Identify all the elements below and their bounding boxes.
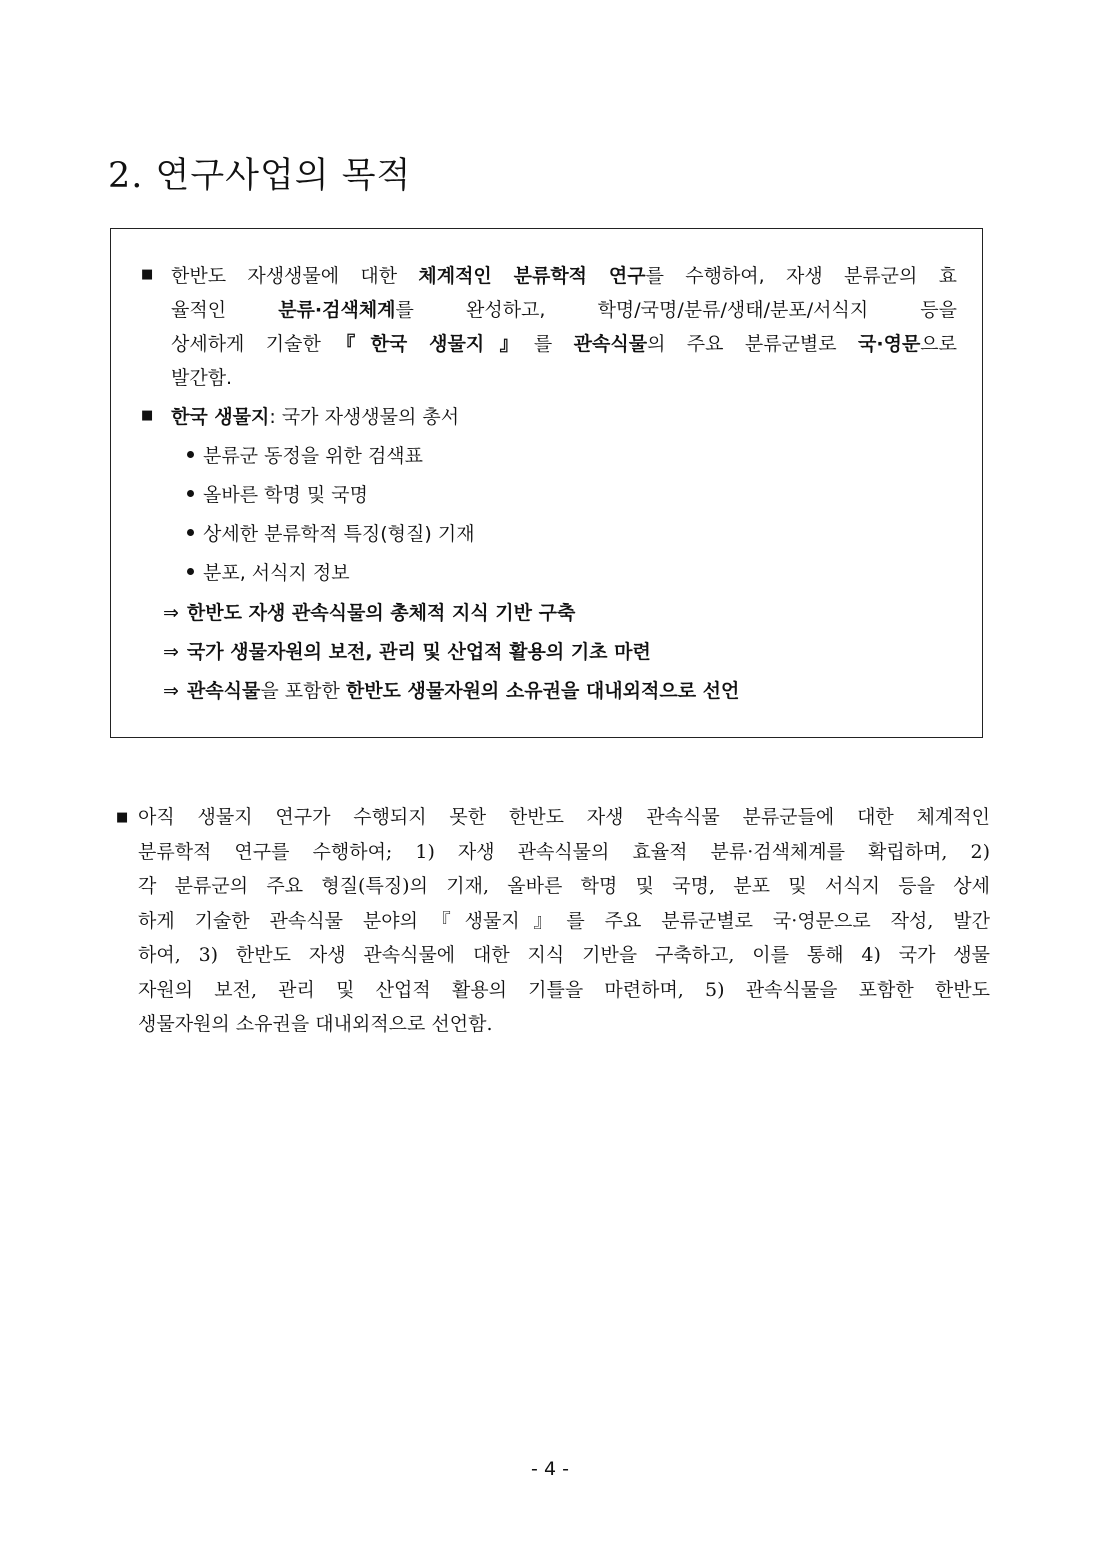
item1-line4: 발간함. — [171, 367, 233, 389]
sub-item: 분포, 서식지 정보 — [187, 556, 350, 590]
square-bullet-icon: ■ — [116, 810, 129, 825]
item2-line: 한국 생물지: 국가 자생생물의 총서 — [171, 406, 460, 428]
body-line: 생물자원의 소유권을 대내외적으로 선언함. — [138, 1013, 493, 1035]
square-bullet-icon: ■ — [141, 267, 154, 282]
right-arrow-icon: ⇒ — [163, 680, 179, 702]
objective-summary-box — [110, 228, 983, 738]
body-paragraph — [138, 800, 990, 1042]
item1-line3: 상세하게 기술한『한국 생물지』를 관속식물의 주요 분류군별로 국·영문으로 — [171, 333, 958, 355]
body-line: 분류학적 연구를 수행하여; 1) 자생 관속식물의 효율적 분류·검색체계를 확립하며, 2) — [138, 840, 990, 863]
sub-item: 올바른 학명 및 국명 — [187, 478, 368, 512]
bullet-dot-icon — [187, 568, 194, 575]
item1-line1: 한반도 자생생물에 대한 체계적인 분류학적 연구를 수행하여, 자생 분류군의 효 — [171, 265, 957, 287]
bullet-dot-icon — [187, 529, 194, 536]
body-line: 하여, 3) 한반도 자생 관속식물에 대한 지식 기반을 구축하고, 이를 통해 4) 국가 생물 — [138, 944, 990, 966]
square-bullet-icon: ■ — [141, 408, 154, 423]
right-arrow-icon: ⇒ — [163, 602, 179, 624]
sub-item: 분류군 동정을 위한 검색표 — [187, 439, 423, 473]
arrow-item-3: ⇒ 관속식물을 포함한 한반도 생물자원의 소유권을 대내외적으로 선언 — [163, 680, 740, 702]
body-line: 각 분류군의 주요 형질(특징)의 기재, 올바른 학명 및 국명, 분포 및 서식지 등을 상세 — [138, 875, 990, 897]
page-number: - 4 - — [531, 1458, 569, 1480]
bullet-dot-icon — [187, 490, 194, 497]
right-arrow-icon: ⇒ — [163, 641, 179, 663]
body-line: 하게 기술한 관속식물 분야의『생물지』를 주요 분류군별로 국·영문으로 작성, 발간 — [138, 909, 990, 932]
item1-line2: 율적인 분류·검색체계를 완성하고, 학명/국명/분류/생태/분포/서식지 등을 — [171, 299, 957, 321]
arrow-item-2: ⇒ 국가 생물자원의 보전, 관리 및 산업적 활용의 기초 마련 — [163, 641, 651, 663]
bullet-dot-icon — [187, 451, 194, 458]
body-line: 자원의 보전, 관리 및 산업적 활용의 기틀을 마련하며, 5) 관속식물을 포함한 한반도 — [138, 978, 990, 1001]
body-line: 아직 생물지 연구가 수행되지 못한 한반도 자생 관속식물 분류군들에 대한 체계적인 — [138, 806, 990, 828]
arrow-item-1: ⇒ 한반도 자생 관속식물의 총체적 지식 기반 구축 — [163, 602, 576, 624]
sub-item: 상세한 분류학적 특징(형질) 기재 — [187, 517, 475, 551]
section-title: 2. 연구사업의 목적 — [108, 156, 412, 196]
